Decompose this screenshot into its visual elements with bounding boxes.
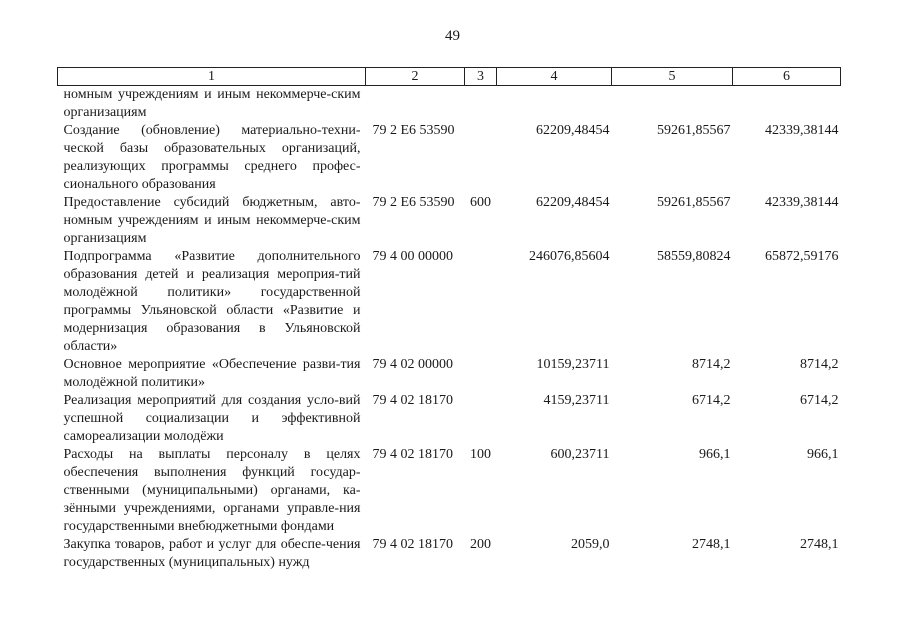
row-value-col4: 600,23711 bbox=[550, 447, 610, 462]
row-value-col6: 966,1 bbox=[807, 447, 839, 462]
row-value-col6: 65872,59176 bbox=[765, 249, 839, 264]
row-name: Основное мероприятие «Обеспечение разви-тия молодёжной политики» bbox=[63, 357, 361, 390]
row-code: 79 4 02 18170 bbox=[372, 537, 453, 552]
row-value-col5: 966,1 bbox=[699, 447, 731, 462]
row-value-col5: 59261,85567 bbox=[657, 195, 731, 210]
row-name: номным учреждениям и иным некоммерче-ским организациям bbox=[63, 87, 361, 120]
budget-table bbox=[57, 67, 841, 572]
row-value-col4: 62209,48454 bbox=[536, 195, 610, 210]
row-code: 79 4 02 00000 bbox=[372, 357, 453, 372]
row-value-col5: 59261,85567 bbox=[657, 123, 731, 138]
row-value-col6: 42339,38144 bbox=[765, 123, 839, 138]
row-name: Предоставление субсидий бюджетным, авто-номным учреждениям и иным некоммерче-ским организациям bbox=[63, 195, 361, 246]
table-row bbox=[58, 536, 841, 572]
table-row bbox=[58, 248, 841, 356]
row-type bbox=[465, 248, 497, 356]
row-type bbox=[465, 392, 497, 446]
row-value-col4: 10159,23711 bbox=[536, 357, 610, 372]
table-row bbox=[58, 86, 841, 123]
row-code: 79 4 02 18170 bbox=[372, 447, 453, 462]
table-row bbox=[58, 446, 841, 536]
row-type bbox=[465, 86, 497, 123]
table-row bbox=[58, 194, 841, 248]
row-name: Создание (обновление) материально-техни-ческой базы образовательных организаций, реализующих программы среднего профес-сионального образования bbox=[63, 123, 361, 192]
table-row bbox=[58, 392, 841, 446]
row-value-col5: 8714,2 bbox=[692, 357, 731, 372]
row-value-col4: 4159,23711 bbox=[543, 393, 610, 408]
row-name: Подпрограмма «Развитие дополнительного образования детей и реализация мероприя-тий молодёжной политики» государственной программы Ульяновской области «Развитие и модернизация образования в Ульяновской области» bbox=[63, 249, 361, 354]
column-header-2: 2 bbox=[366, 68, 465, 86]
row-type bbox=[465, 356, 497, 392]
column-header-5: 5 bbox=[612, 68, 733, 86]
row-value-col6: 8714,2 bbox=[800, 357, 839, 372]
page-number: 49 bbox=[445, 28, 460, 44]
row-value-col6: 42339,38144 bbox=[765, 195, 839, 210]
row-value-col5: 58559,80824 bbox=[657, 249, 731, 264]
row-name: Расходы на выплаты персоналу в целях обеспечения выполнения функций государ-ственными (муниципальными) органами, ка-зёнными учреждениями, органами управле-ния государственными внебюджетными фондами bbox=[63, 447, 361, 534]
row-name: Закупка товаров, работ и услуг для обеспе-чения государственных (муниципальных) нужд bbox=[63, 537, 361, 570]
row-value-col4: 62209,48454 bbox=[536, 123, 610, 138]
row-code: 79 4 02 18170 bbox=[372, 393, 453, 408]
column-header-6: 6 bbox=[733, 68, 841, 86]
table-header-row bbox=[58, 68, 841, 86]
row-value-col4: 246076,85604 bbox=[529, 249, 610, 264]
row-value-col6: 2748,1 bbox=[800, 537, 839, 552]
row-name: Реализация мероприятий для создания усло-вий успешной социализации и эффективной самореализации молодёжи bbox=[63, 393, 361, 444]
column-header-4: 4 bbox=[497, 68, 612, 86]
row-code: 79 2 Е6 53590 bbox=[372, 195, 455, 210]
row-type: 100 bbox=[470, 447, 491, 462]
row-value-col6: 6714,2 bbox=[800, 393, 839, 408]
row-value-col4 bbox=[497, 86, 612, 123]
row-value-col6 bbox=[733, 86, 841, 123]
row-value-col5: 2748,1 bbox=[692, 537, 731, 552]
table-row bbox=[58, 122, 841, 194]
row-type bbox=[465, 122, 497, 194]
row-type: 200 bbox=[470, 537, 491, 552]
column-header-3: 3 bbox=[465, 68, 497, 86]
row-value-col5 bbox=[612, 86, 733, 123]
row-code bbox=[366, 86, 465, 123]
row-value-col4: 2059,0 bbox=[571, 537, 610, 552]
table-row bbox=[58, 356, 841, 392]
row-code: 79 2 Е6 53590 bbox=[372, 123, 455, 138]
column-header-1: 1 bbox=[58, 68, 366, 86]
row-code: 79 4 00 00000 bbox=[372, 249, 453, 264]
row-value-col5: 6714,2 bbox=[692, 393, 731, 408]
row-type: 600 bbox=[470, 195, 491, 210]
